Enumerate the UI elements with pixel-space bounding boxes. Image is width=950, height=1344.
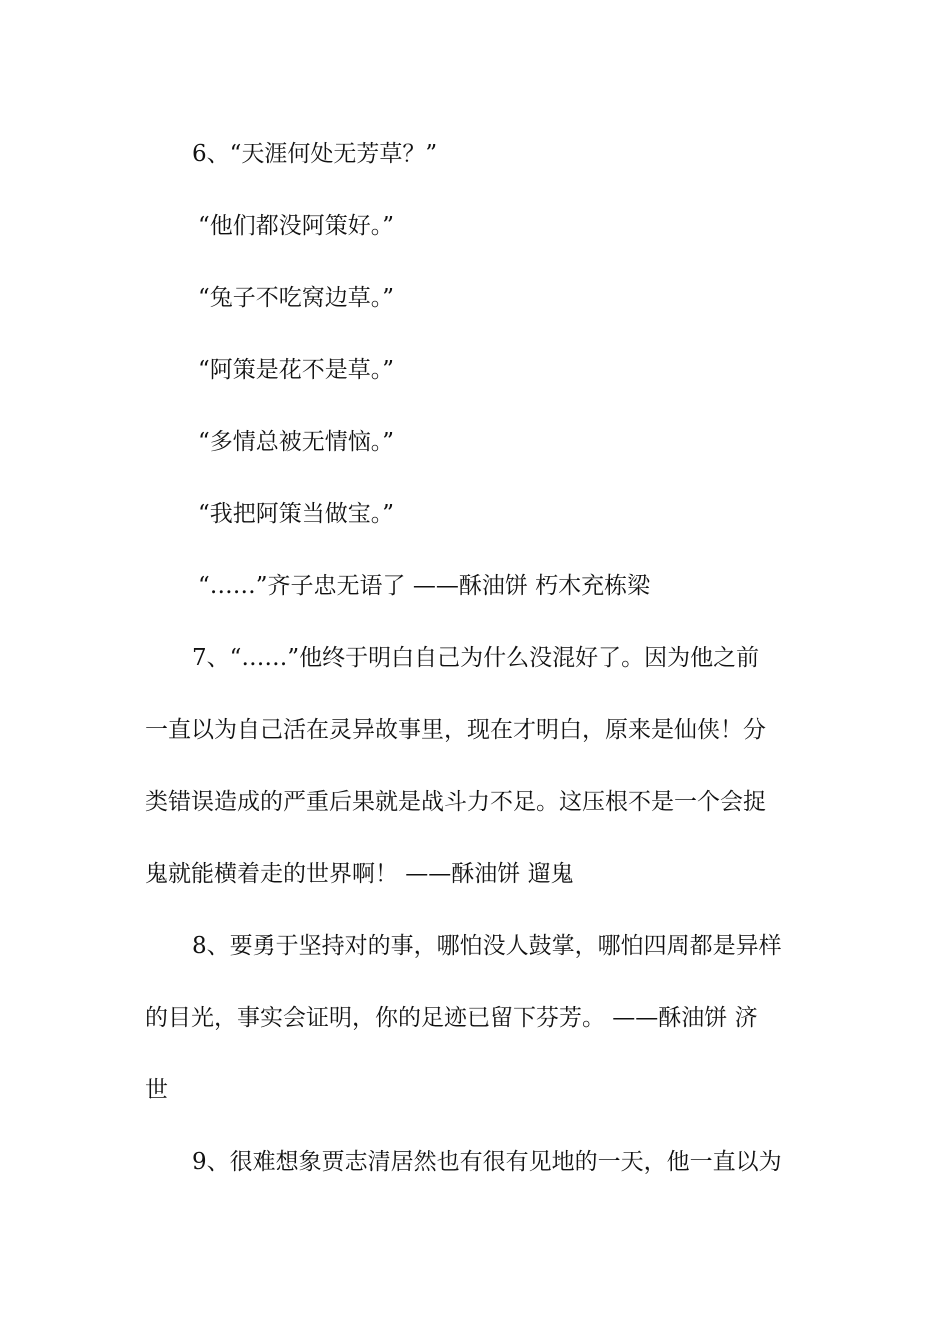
text-line: 9、很难想象贾志清居然也有很有见地的一天，他一直以为 (192, 1149, 782, 1175)
text-line: 类错误造成的严重后果就是战斗力不足。这压根不是一个会捉 (145, 789, 766, 815)
text-line: 一直以为自己活在灵异故事里，现在才明白，原来是仙侠！分 (145, 717, 766, 743)
text-line: 8、要勇于坚持对的事，哪怕没人鼓掌，哪怕四周都是异样 (192, 933, 782, 959)
text-line: “我把阿策当做宝。” (198, 501, 395, 527)
text-line: 鬼就能横着走的世界啊！ ——酥油饼 遛鬼 (145, 861, 574, 887)
text-line: “……”齐子忠无语了 ——酥油饼 朽木充栋梁 (198, 573, 651, 599)
text-line: 7、“……”他终于明白自己为什么没混好了。因为他之前 (192, 645, 760, 671)
text-line: 6、“天涯何处无芳草？” (192, 141, 438, 167)
text-line: “他们都没阿策好。” (198, 213, 395, 239)
text-line: 的目光，事实会证明，你的足迹已留下芬芳。 ——酥油饼 济 (145, 1005, 758, 1031)
text-line: “兔子不吃窝边草。” (198, 285, 395, 311)
text-line: 世 (145, 1077, 168, 1103)
text-line: “阿策是花不是草。” (198, 357, 395, 383)
text-line: “多情总被无情恼。” (198, 429, 395, 455)
